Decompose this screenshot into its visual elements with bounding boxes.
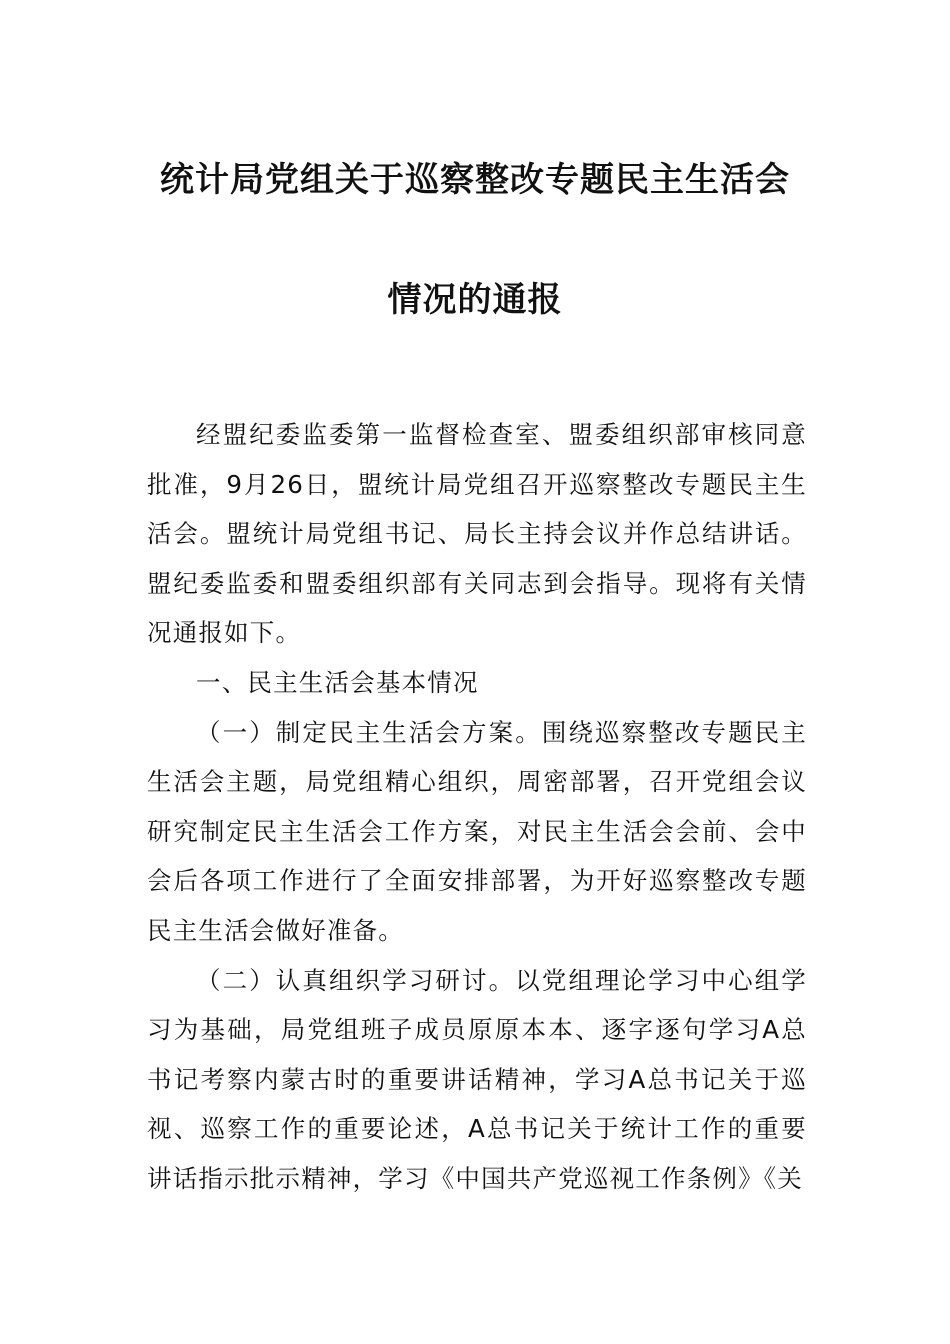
document-title-line-1: 统计局党组关于巡察整改专题民主生活会	[160, 160, 790, 200]
paragraph-subsection-1: （一）制定民主生活会方案。围绕巡察整改专题民主生活会主题，局党组精心组织，周密部署，召开党组会议研究制定民主生活会工作方案，对民主生活会会前、会中会后各项工作进行了全面安排部署，为开好巡察整改专题民主生活会做好准备。	[147, 717, 807, 945]
paragraph-intro: 经盟纪委监委第一监督检查室、盟委组织部审核同意批准，9月26日，盟统计局党组召开巡察整改专题民主生活会。盟统计局党组书记、局长主持会议并作总结讲话。盟纪委监委和盟委组织部有关同志到会指导。现将有关情况通报如下。	[147, 420, 807, 648]
paragraph-subsection-2: （二）认真组织学习研讨。以党组理论学习中心组学习为基础，局党组班子成员原原本本、逐字逐句学习A总书记考察内蒙古时的重要讲话精神，学习A总书记关于巡视、巡察工作的重要论述，A总书记关于统计工作的重要讲话指示批示精神，学习《中国共产党巡视工作条例》《关	[147, 965, 807, 1193]
section-heading-1: 一、民主生活会基本情况	[196, 667, 479, 697]
document-body	[147, 410, 807, 1204]
document-title-line-2: 情况的通报	[387, 280, 563, 320]
